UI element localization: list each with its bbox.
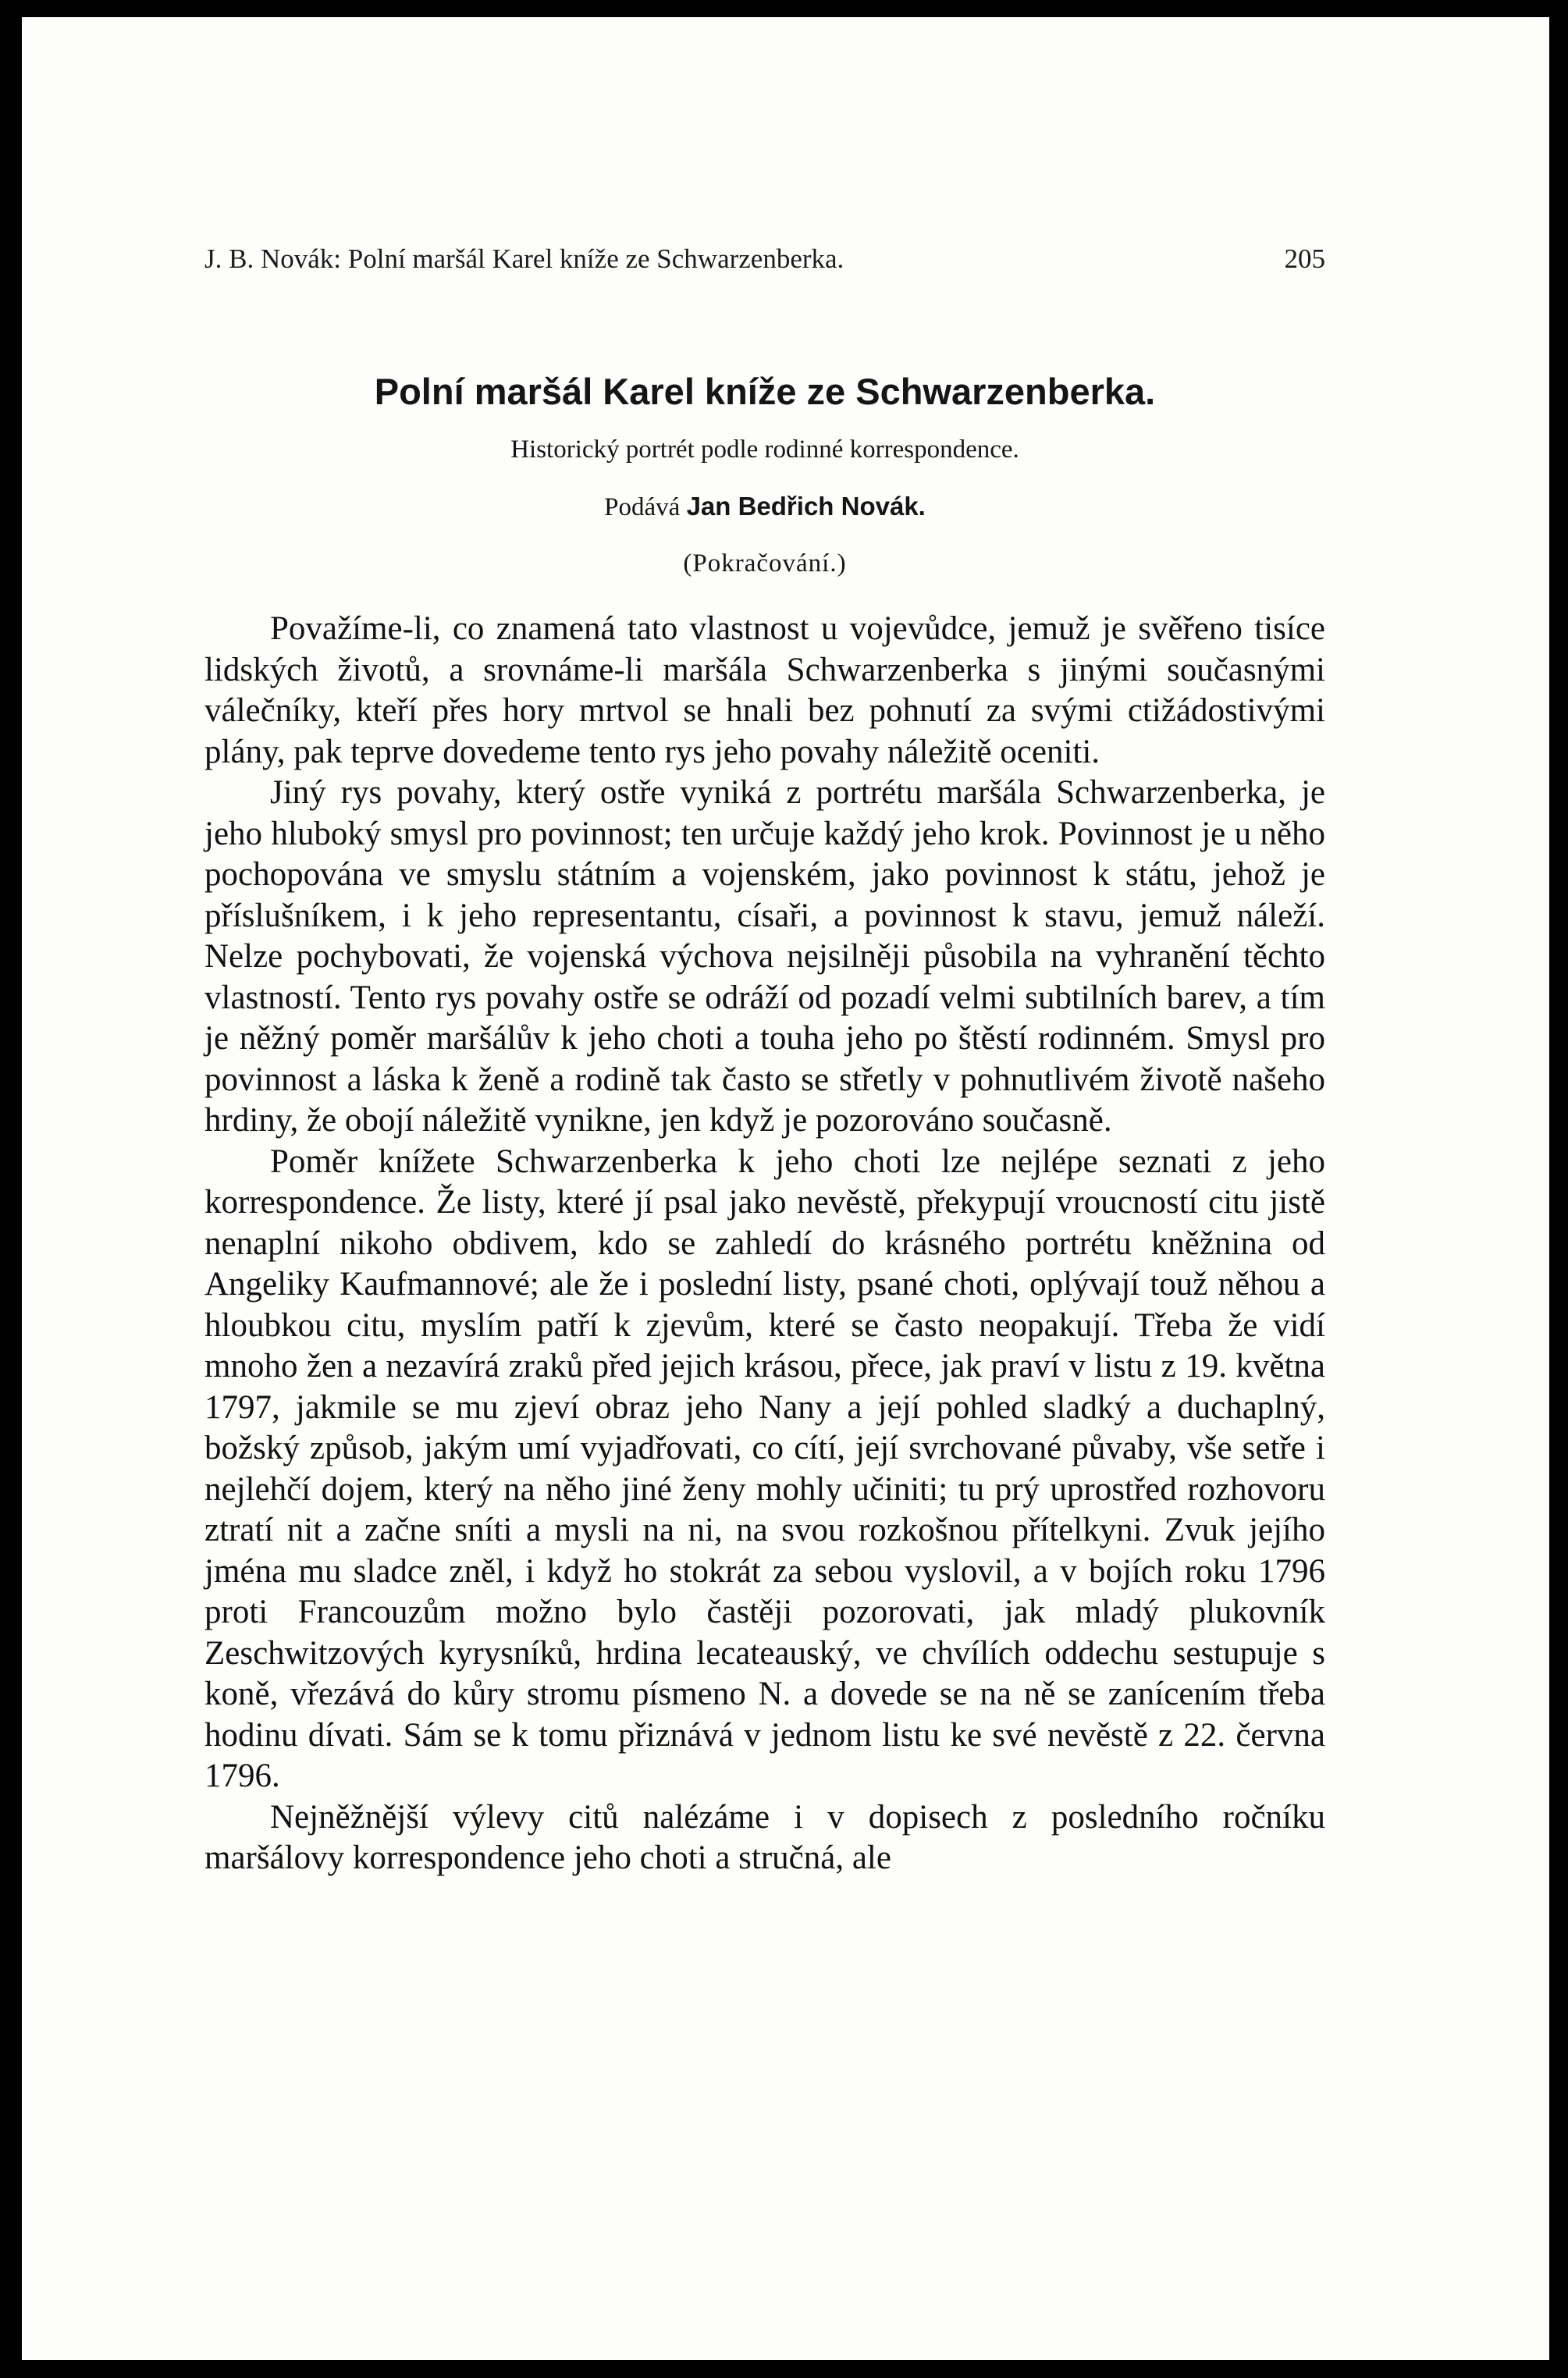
byline	[204, 491, 1325, 523]
author-name: Jan Bedřich Novák.	[686, 492, 926, 521]
byline-prefix: Podává	[604, 493, 687, 521]
body-text	[204, 609, 1325, 1879]
paragraph: Považíme-li, co znamená tato vlastnost u vojevůdce, jemuž je svěřeno tisíce lidských životů, a srovnáme-li maršála Schwarzenberka s jinými současnými válečníky, kteří přes hory mrtvol se hnali bez pohnutí za svými ctižádostivými plány, pak teprve dovedeme tento rys jeho povahy náležitě oceniti.	[204, 610, 1325, 770]
paragraph: Jiný rys povahy, který ostře vyniká z portrétu maršála Schwarzenberka, je jeho hluboký smysl pro povinnost; ten určuje každý jeho krok. Povinnost je u něho pochopována ve smyslu státním a vojenském, jako povinnost k státu, jehož je příslušníkem, i k jeho representantu, císaři, a povinnost k stavu, jemuž náleží. Nelze pochybovati, že vojenská výchova nejsilněji působila na vyhranění těchto vlastností. Tento rys povahy ostře se odráží od pozadí velmi subtilních barev, a tím je něžný poměr maršálův k jeho choti a touha jeho po štěstí rodinném. Smysl pro povinnost a láska k ženě a rodině tak často se střetly v pohnutlivém životě našeho hrdiny, že obojí náležitě vynikne, jen když je pozorováno současně.	[204, 774, 1325, 1139]
continuation-note: (Pokračování.)	[683, 549, 847, 578]
paragraph: Nejněžnější výlevy citů nalézáme i v dopisech z posledního ročníku maršálovy korrespondence jeho choti a stručná, ale	[204, 1798, 1325, 1876]
title-block	[204, 367, 1325, 579]
running-head-text: J. B. Novák: Polní maršál Karel kníže ze Schwarzenberka.	[204, 243, 844, 274]
running-head	[204, 243, 1325, 275]
article-subtitle: Historický portrét podle rodinné korrespondence.	[510, 435, 1019, 464]
article-title: Polní maršál Karel kníže ze Schwarzenberka.	[374, 371, 1156, 412]
book-page	[22, 17, 1549, 2360]
page-number: 205	[1284, 243, 1325, 274]
paragraph: Poměr knížete Schwarzenberka k jeho choti lze nejlépe seznati z jeho korrespondence. Že listy, které jí psal jako nevěstě, překypují vroucností citu jistě nenaplní nikoho obdivem, kdo se zahledí do krásného portrétu kněžnina od Angeliky Kaufmannové; ale že i poslední listy, psané choti, oplývají touž něhou a hloubkou citu, myslím patří k zjevům, které se často neopakují. Třeba že vidí mnoho žen a nezavírá zraků před jejich krásou, přece, jak praví v listu z 19. května 1797, jakmile se mu zjeví obraz jeho Nany a její pohled sladký a duchaplný, božský způsob, jakým umí vyjadřovati, co cítí, její svrchované půvaby, vše setře i nejlehčí dojem, který na něho jiné ženy mohly učiniti; tu prý uprostřed rozhovoru ztratí nit a začne sníti a mysli na ni, na svou rozkošnou přítelkyni. Zvuk jejího jména mu sladce zněl, i když ho stokrát za sebou vyslovil, a v bojích roku 1796 proti Francouzům možno bylo častěji pozorovati, jak mladý plukovník Zeschwitzových kyrysníků, hrdina lecateauský, ve chvílích oddechu sestupuje s koně, vřezává do kůry stromu písmeno N. a dovede se na ně se zanícením třeba hodinu dívati. Sám se k tomu přiznává v jednom listu ke své nevěstě z 22. června 1796.	[204, 1143, 1325, 1794]
